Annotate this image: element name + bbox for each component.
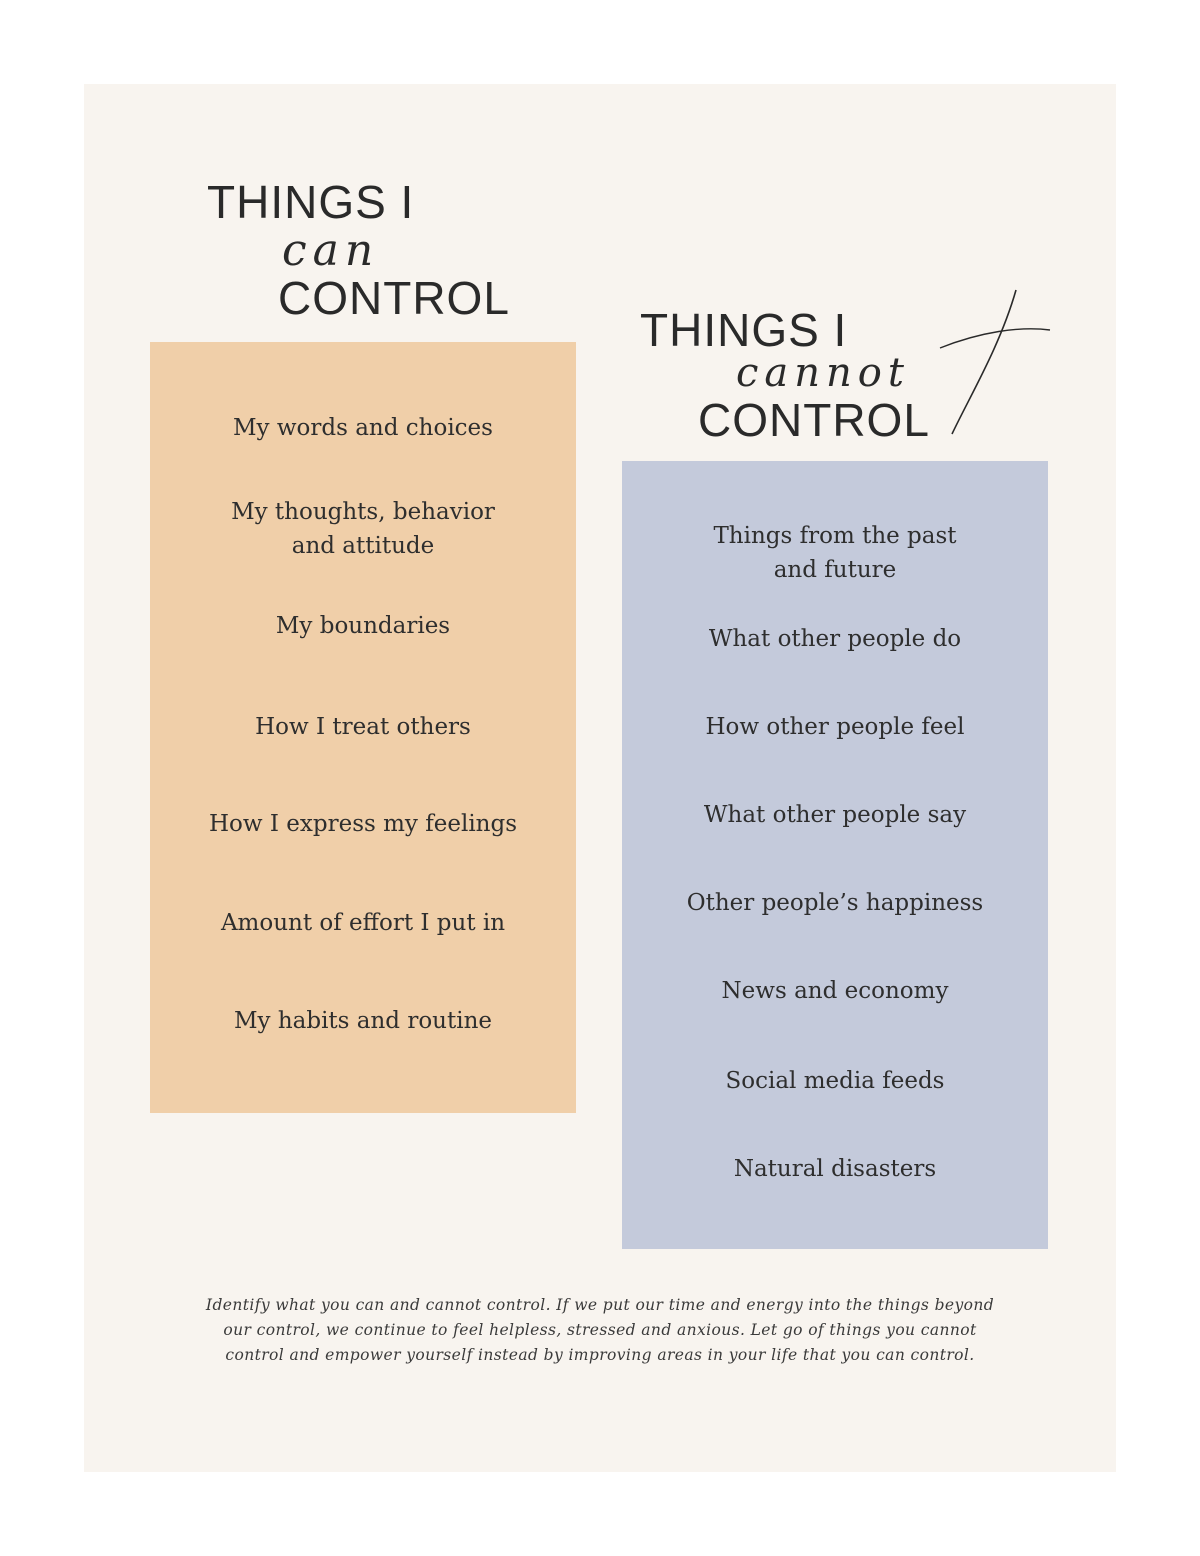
can-item-thoughts-behavior: My thoughts, behavior and attitude: [231, 499, 495, 559]
cannot-heading-line2: CONTROL: [698, 394, 930, 446]
can-item-treat-others: How I treat others: [255, 714, 471, 740]
can-item-effort: Amount of effort I put in: [220, 910, 506, 936]
can-item-habits-routine: My habits and routine: [233, 1008, 493, 1034]
cannot-heading-line1: THINGS I: [640, 304, 848, 356]
can-heading-line1: THINGS I: [207, 176, 415, 228]
cannot-item-past-future: Things from the past and future: [713, 523, 957, 583]
script-flourish-icon: [930, 286, 1060, 436]
can-item-boundaries: My boundaries: [275, 613, 451, 639]
can-heading-line2: CONTROL: [278, 272, 510, 324]
can-item-express-feelings: How I express my feelings: [208, 811, 518, 837]
cannot-item-news-economy: News and economy: [721, 978, 949, 1004]
cannot-item-social-media: Social media feeds: [725, 1068, 945, 1094]
cannot-item-others-do: What other people do: [708, 626, 962, 652]
footer-note: Identify what you can and cannot control. If we put our time and energy into the things beyond our control, we continue to feel helpless, stressed and anxious. Let go of things you cannot control and empower yourself instead by improving areas in your life that you can control.: [205, 1296, 995, 1364]
cannot-item-others-happiness: Other people’s happiness: [686, 890, 984, 916]
cannot-control-box: [622, 461, 1048, 1249]
cannot-item-others-feel: How other people feel: [705, 714, 965, 740]
can-item-words-choices: My words and choices: [233, 415, 493, 441]
can-heading-script: can: [282, 225, 380, 276]
cannot-heading-script: cannot: [736, 350, 910, 396]
cannot-item-others-say: What other people say: [703, 802, 967, 828]
can-control-box: [150, 342, 576, 1113]
cannot-item-natural-disasters: Natural disasters: [733, 1156, 937, 1182]
